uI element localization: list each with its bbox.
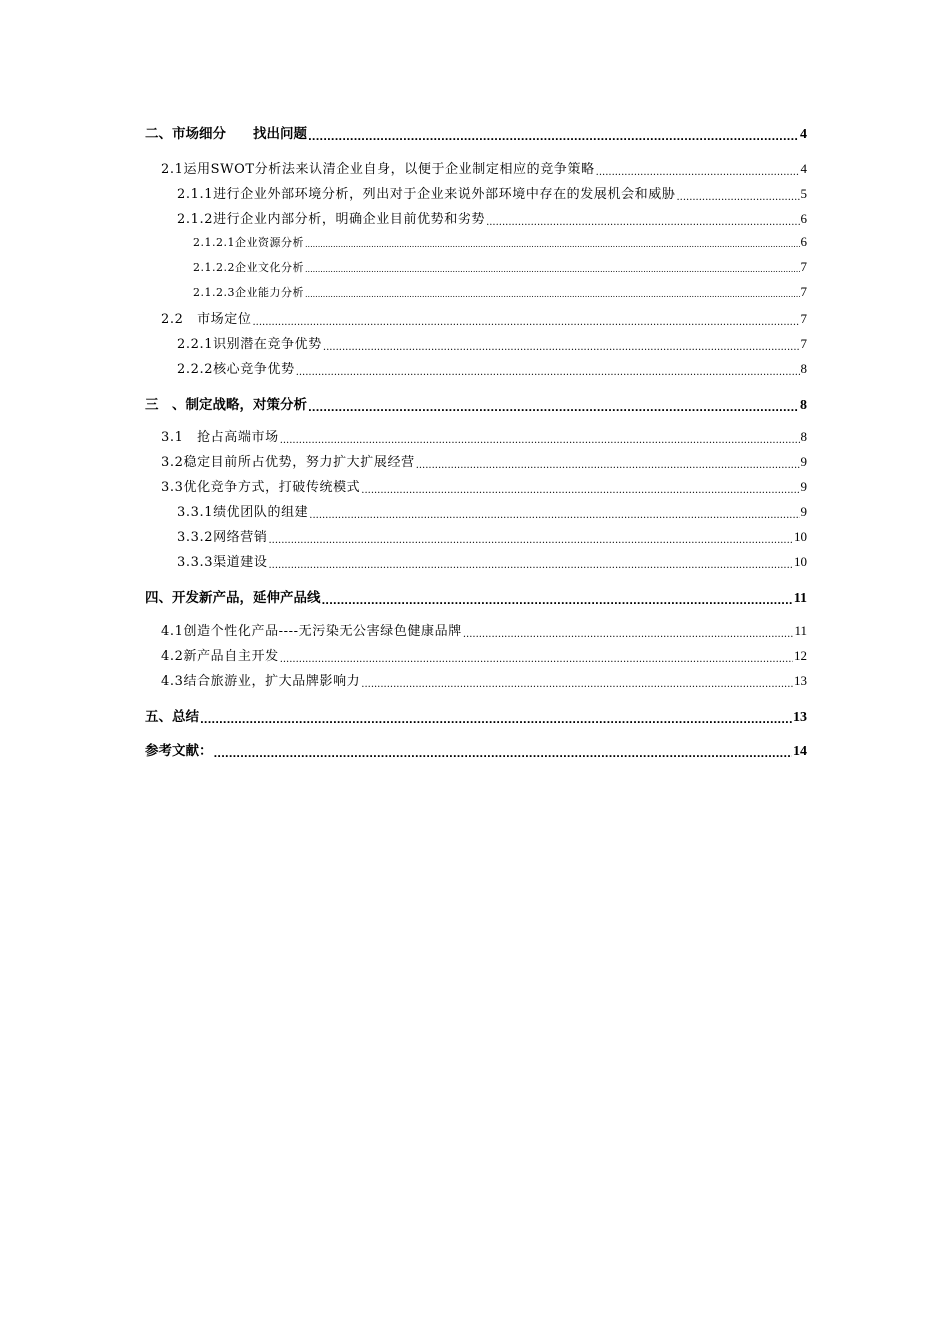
- dot-leader: [305, 265, 800, 273]
- toc-entry-page: 8: [800, 429, 807, 444]
- toc-entry-page: 6: [800, 234, 807, 249]
- toc-entry-title: 3.3.2网络营销: [177, 530, 268, 545]
- toc-entry-page: 13: [793, 710, 807, 725]
- dot-leader: [463, 629, 794, 639]
- toc-entry-page: 5: [800, 186, 807, 201]
- toc-entry-level3[interactable]: [177, 183, 807, 202]
- toc-entry-page: 7: [800, 284, 807, 299]
- toc-entry-title: 3.3优化竞争方式，打破传统模式: [161, 480, 361, 495]
- toc-entry-title: 2.2.2核心竞争优势: [177, 362, 295, 377]
- toc-entry-page: 9: [800, 504, 807, 519]
- dot-leader: [252, 317, 799, 327]
- toc-entry-page: 4: [800, 127, 807, 142]
- toc-entry-level4[interactable]: [193, 259, 807, 275]
- toc-entry-level1[interactable]: [145, 122, 807, 143]
- dot-leader: [200, 715, 792, 725]
- toc-entry-level2[interactable]: [161, 426, 807, 445]
- toc-entry-title: 3.2稳定目前所占优势，努力扩大扩展经营: [161, 455, 415, 470]
- dot-leader: [596, 167, 800, 177]
- toc-entry-level2[interactable]: [161, 451, 807, 470]
- toc-entry-level1[interactable]: [145, 586, 807, 607]
- toc-entry-title: 4.1创造个性化产品----无污染无公害绿色健康品牌: [161, 624, 462, 639]
- toc-entry-title: 2.1.2.1企业资源分析: [193, 236, 304, 249]
- toc-entry-level1[interactable]: [145, 393, 807, 414]
- toc-entry-level3[interactable]: [177, 526, 807, 545]
- toc-entry-level2[interactable]: [161, 620, 807, 639]
- toc-entry-title: 2.2.1识别潜在竞争优势: [177, 337, 322, 352]
- toc-entry-title: 4.2新产品自主开发: [161, 649, 279, 664]
- toc-entry-page: 7: [800, 336, 807, 351]
- toc-entry-page: 10: [794, 554, 807, 569]
- toc-entry-level3[interactable]: [177, 208, 807, 227]
- toc-entry-page: 9: [800, 454, 807, 469]
- toc-entry-level2[interactable]: [161, 158, 807, 177]
- dot-leader: [296, 367, 800, 377]
- dot-leader: [268, 560, 793, 570]
- toc-entry-title: 3.1 抢占高端市场: [161, 430, 279, 445]
- toc-entry-page: 9: [800, 479, 807, 494]
- toc-entry-title: 2.2 市场定位: [161, 312, 252, 327]
- dot-leader: [308, 132, 799, 142]
- dot-leader: [416, 460, 800, 470]
- toc-entry-title: 2.1.2.2企业文化分析: [193, 261, 304, 274]
- toc-entry-title: 4.3结合旅游业，扩大品牌影响力: [161, 674, 361, 689]
- toc-entry-level1[interactable]: [145, 705, 807, 726]
- toc-entry-page: 12: [794, 648, 807, 663]
- toc-entry-title: 2.1.1进行企业外部环境分析，列出对于企业来说外部环境中存在的发展机会和威胁: [177, 187, 676, 202]
- dot-leader: [323, 342, 800, 352]
- toc-entry-title: 2.1运用SWOT分析法来认清企业自身，以便于企业制定相应的竞争策略: [161, 162, 595, 177]
- toc-entry-title: 2.1.2进行企业内部分析，明确企业目前优势和劣势: [177, 212, 486, 227]
- dot-leader: [309, 510, 799, 520]
- dot-leader: [305, 290, 800, 298]
- dot-leader: [486, 217, 799, 227]
- toc-entry-level3[interactable]: [177, 501, 807, 520]
- toc-entry-title: 2.1.2.3企业能力分析: [193, 286, 304, 299]
- dot-leader: [676, 192, 799, 202]
- dot-leader: [305, 240, 800, 248]
- toc-entry-title: 四、开发新产品，延伸产品线: [145, 590, 321, 606]
- toc-entry-page: 8: [800, 361, 807, 376]
- toc-entry-page: 7: [800, 311, 807, 326]
- toc-entry-page: 11: [793, 591, 807, 606]
- dot-leader: [280, 654, 793, 664]
- toc-entry-page: 6: [800, 211, 807, 226]
- toc-entry-title: 参考文献：: [145, 743, 213, 759]
- toc-entry-level4[interactable]: [193, 234, 807, 250]
- dot-leader: [214, 749, 793, 759]
- dot-leader: [268, 535, 793, 545]
- toc-entry-level2[interactable]: [161, 645, 807, 664]
- toc-entry-level3[interactable]: [177, 358, 807, 377]
- toc-entry-title: 二、市场细分 找出问题: [145, 126, 307, 142]
- dot-leader: [361, 485, 799, 495]
- toc-entry-level4[interactable]: [193, 284, 807, 300]
- dot-leader: [280, 435, 800, 445]
- toc-entry-page: 11: [794, 623, 807, 638]
- toc-entry-level3[interactable]: [177, 333, 807, 352]
- toc-entry-page: 8: [800, 398, 807, 413]
- toc-entry-page: 13: [794, 673, 807, 688]
- toc-entry-level3[interactable]: [177, 551, 807, 570]
- toc-entry-title: 五、总结: [145, 709, 199, 725]
- toc-entry-title: 3.3.1绩优团队的组建: [177, 505, 309, 520]
- toc-entry-page: 4: [800, 161, 807, 176]
- toc-entry-title: 3.3.3渠道建设: [177, 555, 268, 570]
- toc-entry-level2[interactable]: [161, 476, 807, 495]
- dot-leader: [361, 679, 793, 689]
- toc-entry-title: 三 、制定战略，对策分析: [145, 397, 307, 413]
- dot-leader: [308, 403, 799, 413]
- toc-entry-page: 14: [793, 744, 807, 759]
- toc-entry-level2[interactable]: [161, 670, 807, 689]
- toc-entry-level1[interactable]: [145, 739, 807, 760]
- dot-leader: [322, 596, 793, 606]
- toc-entry-page: 10: [794, 529, 807, 544]
- toc-entry-level2[interactable]: [161, 308, 807, 327]
- toc-entry-page: 7: [800, 259, 807, 274]
